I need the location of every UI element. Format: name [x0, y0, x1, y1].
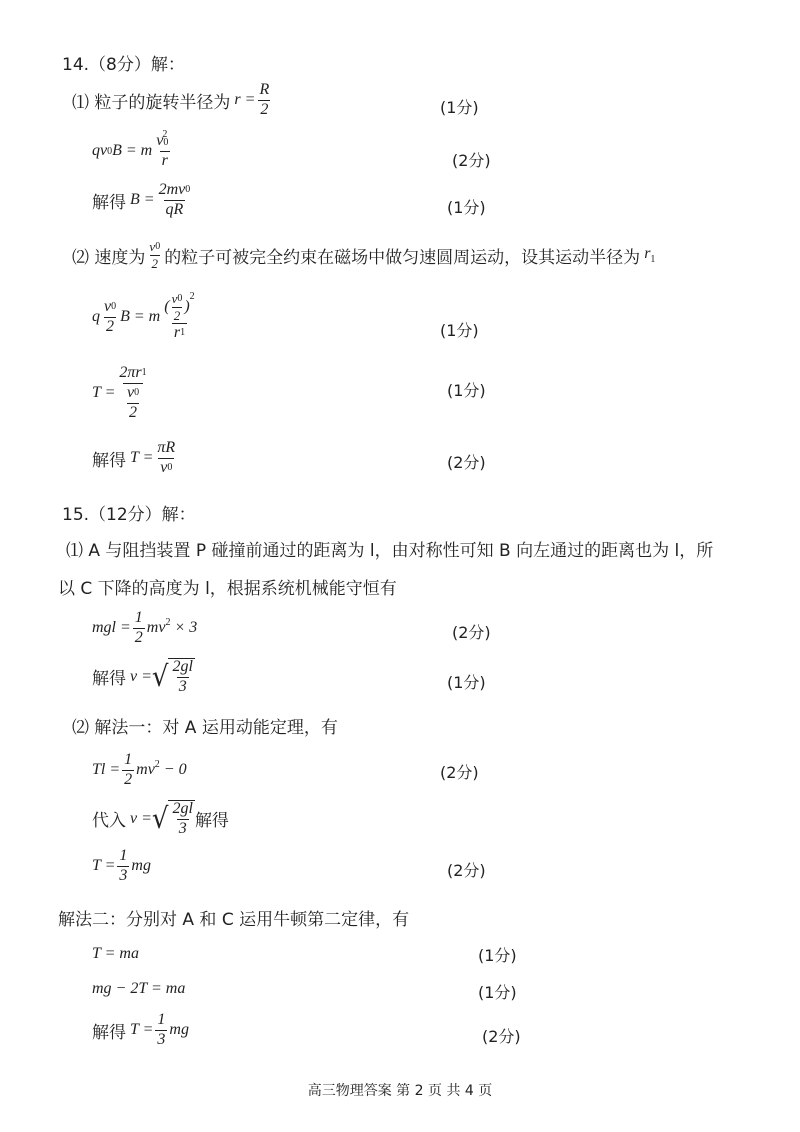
q14-period-equation: T = 2πr 1 v 0 2: [92, 364, 147, 421]
half-velocity-fraction: v 0 2: [149, 239, 161, 271]
q14-B-solution: 解得 B = 2mv 0 qR: [92, 181, 191, 218]
radius-equation: r =: [230, 91, 256, 109]
B-fraction: 2mv 0 qR: [158, 181, 191, 218]
q14-part2-line: ⑵ 速度为 v 0 2 的粒子可被完全约束在磁场中做匀速圆周运动，设其运动半径为 $r_1$: [72, 239, 656, 271]
q15-energy-equation: mgl = 1 2 mv $^2$ × 3: [92, 609, 198, 646]
lorentz-score: (2分): [452, 151, 491, 170]
q15-newton-C-score: (1分): [478, 983, 517, 1002]
q14-part1-label: ⑴ 粒子的旋转半径为: [72, 92, 231, 113]
q14-part1-line: [72, 82, 273, 119]
q15-newton-A: T = ma: [92, 945, 139, 962]
q15-T-score: (2分): [447, 861, 486, 880]
q14-B-score: (1分): [447, 198, 486, 217]
lorentz-equation: qv 0 B = m v $_0$ $^2$ r: [92, 133, 177, 170]
q15-part1-line1: ⑴ A 与阻挡装置 P 碰撞前通过的距离为 l，由对称性可知 B 向左通过的距离也为 l，所: [66, 541, 714, 561]
q15-work-score: (2分): [440, 763, 479, 782]
radius-fraction: $\frac{R}{2}$: [259, 81, 270, 118]
q15-header: 15.（12分）解：: [62, 505, 196, 525]
q15-newton-A-score: (1分): [478, 946, 517, 965]
centripetal-fraction: v $_0$ $^2$ r: [156, 129, 169, 169]
q14-part2-label-b: 的粒子可被完全约束在磁场中做匀速圆周运动，设其运动半径为: [164, 247, 641, 268]
solve-label: 解得: [92, 192, 126, 213]
page-footer: 高三物理答案 第 2 页 共 4 页: [307, 1083, 493, 1099]
solve-label: 解得: [194, 811, 229, 832]
q15-part1-line2: 以 C 下降的高度为 l，根据系统机械能守恒有: [58, 579, 397, 599]
q15-method1-label: ⑵ 解法一：对 A 运用动能定理，有: [72, 718, 338, 738]
solve-label: 解得: [92, 669, 126, 690]
q14-T-solution: 解得 T = πR v 0: [92, 439, 176, 476]
solve-label: 解得: [92, 450, 126, 471]
q14-period-score: (1分): [447, 381, 486, 400]
q14-T-score: (2分): [447, 453, 486, 472]
q15-method2-label: 解法二：分别对 A 和 C 运用牛顿第二定律，有: [58, 910, 410, 930]
q14-part2-label-a: ⑵ 速度为: [72, 247, 146, 268]
q15-final-score: (2分): [482, 1027, 521, 1046]
q15-energy-score: (2分): [452, 623, 491, 642]
q15-final-solution: 解得 T = $\frac{1}{3}$ mg: [92, 1011, 189, 1048]
q15-v-score: (1分): [447, 673, 486, 692]
q15-substitute-line: 代入 v = √ 2gl 3 解得: [92, 800, 229, 837]
q14-part1-score: (1分): [440, 98, 479, 117]
q15-v-solution: 解得 v = √ 2gl 3: [92, 658, 193, 695]
q15-T-equation: T = 1 3 mg: [92, 847, 151, 884]
substitute-label: 代入: [92, 811, 126, 832]
q14-force-score: (1分): [440, 321, 479, 340]
q15-newton-C: mg − 2T = ma: [92, 980, 186, 997]
solve-label: 解得: [92, 1022, 126, 1043]
q14-force-equation: q v 0 2 B = m ( v 0 2 ) $^2$ r 1: [92, 290, 195, 342]
q15-work-equation: Tl = 1 2 mv $^2$ − 0: [92, 751, 187, 788]
q14-header: 14.（8分）解：: [62, 55, 185, 75]
